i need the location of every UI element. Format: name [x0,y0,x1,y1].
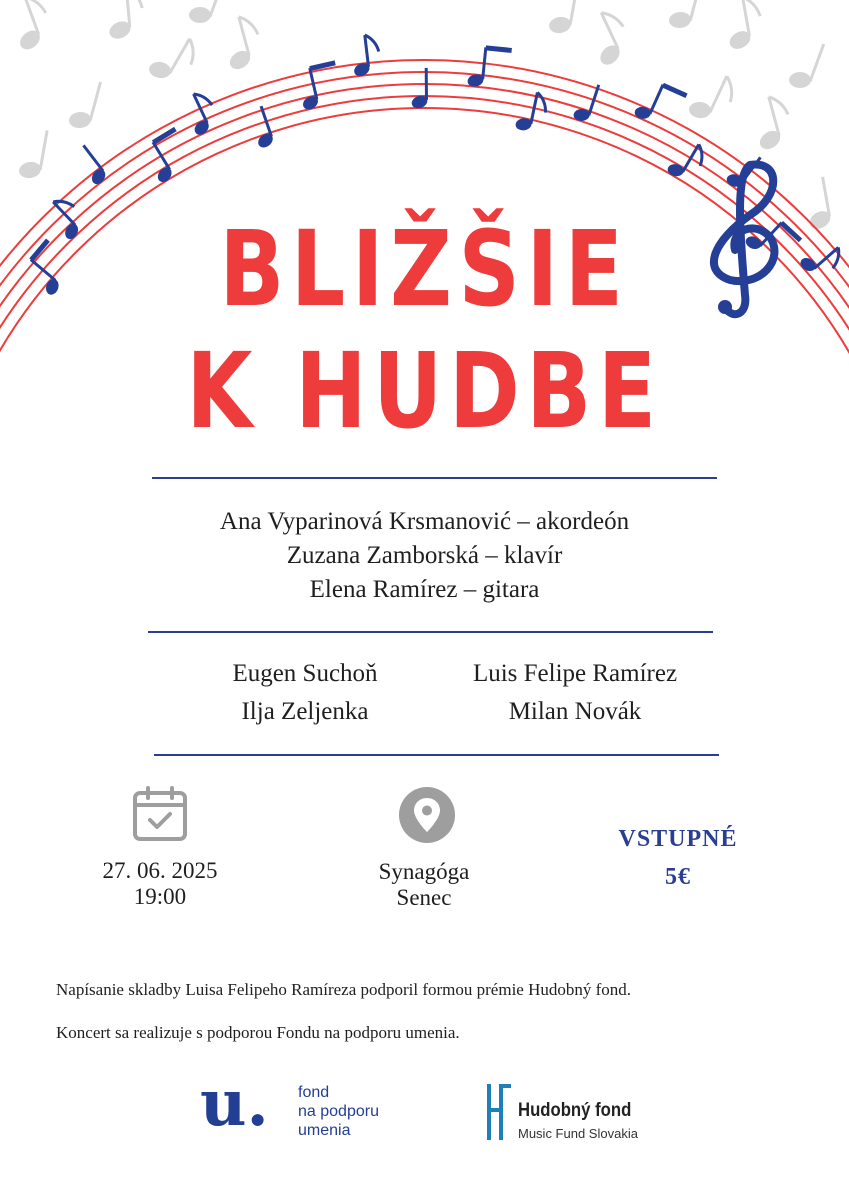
gray-note-stem [210,0,224,17]
gray-note [15,126,50,183]
gray-note-stem [90,82,100,121]
gray-note [683,66,739,130]
gray-note [184,0,227,30]
performer-2: Zuzana Zamborská – klavír [286,542,563,569]
fpu-logo-mark: u. [200,1066,269,1141]
gray-note [64,76,103,134]
blue-note-stem [589,85,599,115]
calendar-icon [132,786,188,842]
gray-note-stem [810,44,824,82]
blue-note-stem [261,106,271,136]
gray-note-stem [25,0,39,35]
gray-note-head [68,111,91,129]
gray-note-stem [823,177,830,216]
blue-note-stem [650,85,663,114]
blue-note [70,144,111,189]
hf-logo [484,1082,684,1144]
gray-note-stem [170,39,190,74]
blue-note [245,105,277,151]
admission-price: 5€ [665,864,691,890]
divider-3 [154,754,719,756]
gray-note-head [226,47,253,73]
gray-note-stem [743,0,750,36]
gray-note-head [16,27,43,53]
composer-left-1: Eugen Suchoň [232,660,378,687]
gray-note-stem [570,0,577,25]
fpu-logo [200,1066,420,1148]
background-gray-notes [3,0,834,233]
composer-right-1: Luis Felipe Ramírez [472,660,678,687]
event-time: 19:00 [133,884,187,909]
support-note-2: Koncert sa realizuje s podporou Fondu na podporu umenia. [56,1023,460,1042]
blue-note-beam [486,45,512,53]
blue-note-head [155,165,174,185]
blue-note-stem [365,35,369,67]
gray-note-head [18,160,42,180]
blue-note-stem [483,47,486,79]
gray-note [3,0,56,55]
gray-note-head [789,72,811,88]
gray-note [580,7,636,71]
gray-note [784,36,827,95]
location-pin-icon [398,786,456,844]
divider-1 [152,477,717,479]
venue-name: Synagóga [378,859,470,884]
admission-label: VSTUPNÉ [618,826,738,852]
blue-note [348,34,381,79]
blue-note-stem [83,145,102,170]
blue-note-stem [683,144,699,172]
blue-note [795,235,846,284]
blue-note [410,68,430,111]
gray-note-head [597,42,624,69]
venue-city: Senec [396,885,452,910]
blue-note-beam [780,221,802,242]
title-line-1: BLIŽŠIE [219,208,630,330]
blue-note-stem [153,142,170,169]
fpu-line-2: na podporu [298,1103,379,1120]
gray-note-stem [710,76,727,112]
performers-list [0,505,849,607]
event-date-time [60,858,260,910]
gray-note [103,0,145,42]
gray-note-head [189,7,211,23]
gray-note [747,93,797,154]
gray-note [664,0,703,34]
hf-subtitle: Music Fund Slovakia [518,1126,638,1141]
blue-note [513,89,550,136]
gray-note [143,27,202,92]
gray-note-head [148,60,172,80]
blue-note-head [667,163,685,178]
fpu-line-3: umenia [298,1122,351,1139]
gray-note-head [668,11,691,29]
hf-logo-mark [484,1082,514,1142]
blue-note-beam [29,238,50,261]
gray-note-stem [40,130,47,169]
gray-note [720,0,766,53]
blue-note [465,44,512,92]
divider-2 [148,631,713,633]
blue-note-head [798,255,818,273]
hf-name: Hudobný fond [518,1100,632,1121]
gray-note [545,0,580,38]
composer-left-2: Ilja Zeljenka [241,698,369,725]
performer-3: Elena Ramírez – gitara [309,576,540,603]
gray-note-stem [690,0,700,21]
composer-right-2: Milan Novák [508,698,642,725]
title-line-2: K HUDBE [186,330,663,452]
blue-note-stem [31,260,55,281]
event-date: 27. 06. 2025 [102,858,218,883]
gray-note [217,13,267,74]
gray-note [800,176,835,233]
gray-note-head [548,15,572,35]
gray-note-head [688,101,711,119]
event-venue [324,859,524,911]
support-note-1: Napísanie skladby Luisa Felipeho Ramíreza podporil formou prémie Hudobný fond. [56,980,632,999]
performer-1: Ana Vyparinová Krsmanović – akordeón [219,508,630,535]
blue-note-head [89,167,108,187]
gray-note-head [756,127,783,153]
blue-note-beam [662,83,688,98]
fpu-line-1: fond [298,1084,330,1101]
blue-note-head [44,277,61,296]
